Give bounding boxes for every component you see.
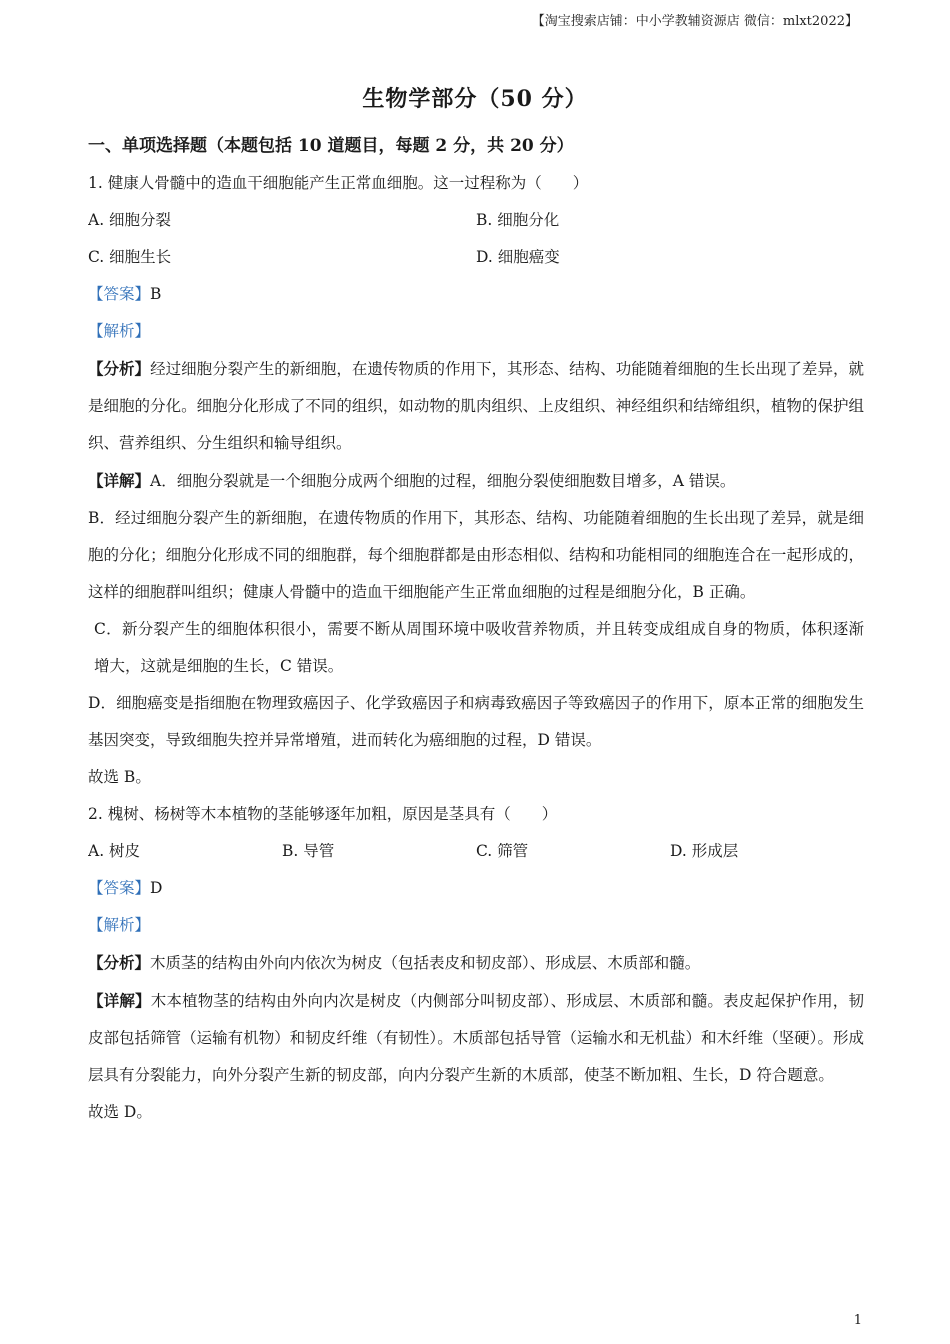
q2-option-b: B. 导管 [282, 842, 335, 860]
xiangjie-label: 【详解】 [88, 991, 151, 1010]
page-title: 生物学部分（50 分） [362, 86, 588, 112]
answer-label: 【答案】 [88, 879, 151, 897]
analysis-label: 【解析】 [88, 322, 151, 340]
q2-conclusion: 故选 D。 [88, 1103, 152, 1121]
page-number: 1 [853, 1313, 862, 1328]
question-1-options-row-1 [88, 202, 864, 239]
xiangjie-label: 【详解】 [88, 471, 151, 490]
answer-label: 【答案】 [88, 285, 151, 303]
fenxi-label: 【分析】 [88, 359, 151, 378]
fenxi-text: 经过细胞分裂产生的新细胞，在遗传物质的作用下，其形态、结构、功能随着细胞的生长出现了差异，就是细胞的分化。细胞分化形成了不同的组织，如动物的肌肉组织、上皮组织、神经组织和结缔组织，植物的保护组织、营养组织、分生组织和输导组织。 [88, 360, 864, 452]
q2-analysis-heading [88, 907, 864, 944]
q1-option-c: C. 细胞生长 [88, 248, 172, 266]
question-1-options-row-2 [88, 239, 864, 276]
q2-option-d: D. 形成层 [670, 842, 739, 860]
analysis-label: 【解析】 [88, 916, 151, 934]
q1-xiangjie-d: D．细胞癌变是指细胞在物理致癌因子、化学致癌因子和病毒致癌因子等致癌因子的作用下，原本正常的细胞发生基因突变，导致细胞失控并异常增殖，进而转化为癌细胞的过程，D 错误。 [88, 694, 864, 749]
answer-value: B [150, 285, 162, 303]
q1-fenxi [88, 350, 864, 462]
q1-answer [88, 276, 864, 313]
q2-answer [88, 870, 864, 907]
q1-option-a: A. 细胞分裂 [88, 211, 172, 229]
q1-xiangjie-a [88, 462, 864, 500]
question-1-stem: 1. 健康人骨髓中的造血干细胞能产生正常血细胞。这一过程称为（ ） [88, 174, 589, 192]
xiangjie-text: 木本植物茎的结构由外向内次是树皮（内侧部分叫韧皮部）、形成层、木质部和髓。表皮起保护作用，韧皮部包括筛管（运输有机物）和韧皮纤维（有韧性）。木质部包括导管（运输水和无机盐）和木纤维（坚硬）。形成层具有分裂能力，向外分裂产生新的韧皮部，向内分裂产生新的木质部，使茎不断加粗、生长，D 符合题意。 [88, 992, 864, 1084]
xiangjie-a-text: A．细胞分裂就是一个细胞分成两个细胞的过程，细胞分裂使细胞数目增多，A 错误。 [150, 472, 736, 490]
header-note: 【淘宝搜索店铺：中小学教辅资源店 微信：mlxt2022】 [531, 14, 858, 29]
question-2-stem: 2. 槐树、杨树等木本植物的茎能够逐年加粗，原因是茎具有（ ） [88, 805, 558, 823]
q1-conclusion: 故选 B。 [88, 768, 151, 786]
q2-fenxi [88, 944, 864, 982]
fenxi-label: 【分析】 [88, 953, 151, 972]
section-heading: 一、单项选择题（本题包括 10 道题目，每题 2 分，共 20 分） [88, 136, 574, 156]
q1-option-b: B. 细胞分化 [476, 211, 560, 229]
q1-xiangjie-b: B．经过细胞分裂产生的新细胞，在遗传物质的作用下，其形态、结构、功能随着细胞的生长出现了差异，就是细胞的分化；细胞分化形成不同的细胞群，每个细胞群都是由形态相似、结构和功能相同的细胞连合在一起形成的，这样的细胞群叫组织；健康人骨髓中的造血干细胞能产生正常血细胞的过程是细胞分化，B 正确。 [88, 509, 864, 601]
q2-option-c: C. 筛管 [476, 842, 529, 860]
q1-option-d: D. 细胞癌变 [476, 248, 560, 266]
document-body [88, 128, 864, 1131]
q1-xiangjie-c: C．新分裂产生的细胞体积很小，需要不断从周围环境中吸收营养物质，并且转变成组成自身的物质，体积逐渐增大，这就是细胞的生长，C 错误。 [94, 620, 864, 675]
q2-option-a: A. 树皮 [88, 842, 141, 860]
question-2-options [88, 833, 864, 870]
answer-value: D [150, 879, 163, 897]
q2-xiangjie [88, 982, 864, 1094]
fenxi-text: 木质茎的结构由外向内依次为树皮（包括表皮和韧皮部）、形成层、木质部和髓。 [150, 954, 701, 972]
q1-analysis-heading [88, 313, 864, 350]
